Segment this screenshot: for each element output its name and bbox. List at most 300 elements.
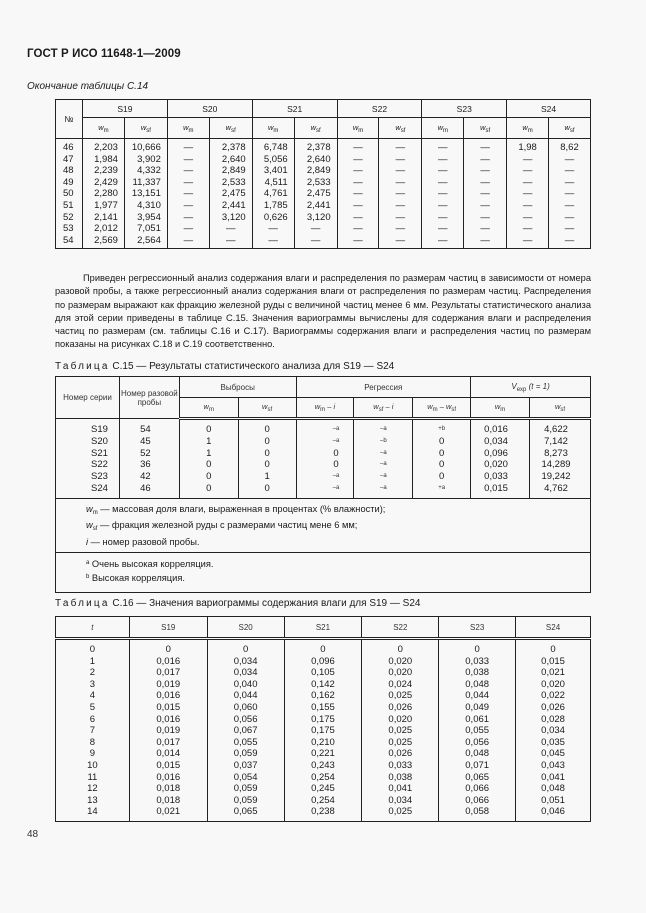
table-cell: 3,120	[294, 212, 337, 224]
table-cell: 3,120	[209, 212, 252, 224]
table-cell: 0,626	[252, 212, 294, 224]
table-cell: 2,569	[82, 235, 124, 249]
caption-text: С.15 — Результаты статистического анализа для S19 — S24	[109, 361, 395, 372]
table-row	[56, 448, 591, 460]
col-header-series: S20	[207, 617, 284, 639]
table-cell: —	[252, 235, 294, 249]
lag-cell: 3	[56, 679, 130, 691]
table-cell-series: S23	[56, 471, 120, 483]
table-cell-v-sf: 8,273	[530, 448, 591, 460]
lag-cell: 14	[56, 806, 130, 821]
table-c15-caption	[55, 361, 394, 372]
table-cell-v-sf: 14,289	[530, 459, 591, 471]
table-c14-body	[56, 139, 591, 249]
table-cell-v-m: 0,034	[471, 436, 530, 448]
table-cell: —	[422, 200, 464, 212]
table-cell: 0,024	[362, 679, 439, 691]
table-cell: 0,254	[284, 772, 362, 784]
table-cell: 11,337	[124, 177, 167, 189]
table-cell: 2,640	[294, 154, 337, 166]
table-cell: —	[422, 165, 464, 177]
table-cell: 0,142	[284, 679, 362, 691]
table-cell-series: S22	[56, 459, 120, 471]
table-cell: —	[294, 235, 337, 249]
col-header-series: S20	[167, 100, 252, 118]
table-row	[56, 471, 591, 483]
table-row	[56, 783, 591, 795]
table-cell: 13,151	[124, 188, 167, 200]
table-cell: —	[507, 212, 549, 224]
table-cell: —	[464, 188, 507, 200]
col-header-wm-i: $w_m$ – i	[296, 398, 354, 419]
table-cell: 2,475	[294, 188, 337, 200]
table-cell: —	[379, 177, 422, 189]
table-cell: —	[379, 223, 422, 235]
col-header-wm: $w_m$	[82, 118, 124, 139]
table-cell: —	[167, 139, 209, 154]
table-cell: 0,059	[207, 748, 284, 760]
table-row	[56, 806, 591, 821]
col-header-series: S21	[284, 617, 362, 639]
correlation-mark: –a	[332, 484, 340, 491]
table-cell: 2,533	[294, 177, 337, 189]
table-cell: 2,441	[294, 200, 337, 212]
table-cell-inc: 36	[119, 459, 179, 471]
table-cell: —	[167, 188, 209, 200]
table-cell: 7,051	[124, 223, 167, 235]
lag-cell: 1	[56, 656, 130, 668]
table-cell: 0,020	[516, 679, 591, 691]
table-cell-v-m: 0,096	[471, 448, 530, 460]
table-cell: 0,238	[284, 806, 362, 821]
table-cell: —	[337, 139, 379, 154]
table-row	[56, 714, 591, 726]
table-cell: 0,016	[129, 714, 207, 726]
table-cell: 0,045	[516, 748, 591, 760]
table-cell: 1,977	[82, 200, 124, 212]
table-cell: —	[549, 223, 591, 235]
table-cell: 2,441	[209, 200, 252, 212]
table-row	[56, 725, 591, 737]
table-row	[56, 639, 591, 656]
table-cell-v-m: 0,020	[471, 459, 530, 471]
table-cell: —	[507, 188, 549, 200]
col-header-wm: $w_m$	[337, 118, 379, 139]
table-cell-reg-m	[296, 483, 354, 498]
table-cell: 0,067	[207, 725, 284, 737]
table-cell-v-sf: 4,762	[530, 483, 591, 498]
table-cell-out-m: 0	[179, 483, 238, 498]
table-cell: —	[422, 139, 464, 154]
table-cell: —	[294, 223, 337, 235]
caption-prefix: Таблица	[55, 598, 110, 609]
table-row	[56, 760, 591, 772]
table-cell: 0,065	[207, 806, 284, 821]
table-cell: 0	[362, 639, 439, 656]
lag-cell: 5	[56, 702, 130, 714]
table-cell: 0,015	[129, 760, 207, 772]
table-cell: 4,332	[124, 165, 167, 177]
col-header-wm-wsf: $w_m - w_{sf}$	[413, 398, 471, 419]
table-cell: 0	[284, 639, 362, 656]
table-row	[56, 667, 591, 679]
table-cell-inc: 54	[119, 419, 179, 436]
col-header-series: S22	[362, 617, 439, 639]
table-cell: —	[337, 154, 379, 166]
table-c16-body	[56, 639, 591, 822]
table-cell: —	[337, 235, 379, 249]
col-header-wm: $w_m$	[179, 398, 238, 419]
table-cell-reg-sf	[354, 448, 413, 460]
table-c15	[55, 376, 591, 593]
table-cell-v-m: 0,016	[471, 419, 530, 436]
legend-item: $w_m$ — массовая доля влаги, выраженная в процентах (% влажности);	[86, 503, 386, 516]
table-cell: —	[507, 154, 549, 166]
table-cell: 0,034	[207, 667, 284, 679]
table-row	[56, 772, 591, 784]
table-cell: 0,018	[129, 783, 207, 795]
legend-item: $w_{sf}$ — фракция железной руды с размерами частиц мене 6 мм;	[86, 520, 358, 533]
table-cell: 2,239	[82, 165, 124, 177]
table-cell: 5,056	[252, 154, 294, 166]
col-header-regression: Регрессия	[296, 377, 471, 398]
table-cell-v-m: 0,033	[471, 471, 530, 483]
col-header-wm: $w_m$	[507, 118, 549, 139]
col-header-vexp-wm: $w_m$	[471, 398, 530, 419]
col-header-series: S19	[129, 617, 207, 639]
table-cell: 10,666	[124, 139, 167, 154]
correlation-mark: –a	[379, 461, 387, 468]
table-cell: 0	[516, 639, 591, 656]
table-row	[56, 419, 591, 436]
table-cell: —	[337, 177, 379, 189]
col-header-wsf: $w_{sf}$	[238, 398, 296, 419]
footnote: $^a$ Очень высокая корреляция.	[86, 559, 214, 570]
table-cell: 0,056	[207, 714, 284, 726]
col-header-no: №	[56, 100, 83, 139]
table-cell: 0,018	[129, 795, 207, 807]
table-cell-reg-sf	[354, 436, 413, 448]
table-cell: 0,019	[129, 679, 207, 691]
lag-cell: 7	[56, 725, 130, 737]
table-cell: 0,015	[129, 702, 207, 714]
table-cell: 2,378	[294, 139, 337, 154]
table-cell: 0,175	[284, 714, 362, 726]
lag-cell: 11	[56, 772, 130, 784]
table-cell: —	[549, 235, 591, 249]
table-cell-series: S21	[56, 448, 120, 460]
table-cell: 0,021	[516, 667, 591, 679]
correlation-mark: +a	[438, 484, 446, 491]
table-cell-out-m: 0	[179, 471, 238, 483]
table-cell: —	[507, 223, 549, 235]
table-cell-out-sf: 0	[238, 448, 296, 460]
table-cell: 2,141	[82, 212, 124, 224]
correlation-mark: +b	[438, 426, 446, 432]
table-cell: 0,055	[207, 737, 284, 749]
table-cell: 1,984	[82, 154, 124, 166]
table-cell: 0,014	[129, 748, 207, 760]
table-row	[56, 188, 591, 200]
table-cell: 8,62	[549, 139, 591, 154]
table-cell: 0,210	[284, 737, 362, 749]
table-cell: 0,058	[439, 806, 516, 821]
table-row	[56, 702, 591, 714]
table-cell: 0,243	[284, 760, 362, 772]
table-cell: —	[549, 165, 591, 177]
table-cell-reg-m: 0	[296, 448, 354, 460]
lag-cell: 10	[56, 760, 130, 772]
correlation-mark: –a	[332, 437, 340, 444]
table-cell: —	[464, 165, 507, 177]
table-cell: 0,048	[439, 679, 516, 691]
table-cell-inc: 45	[119, 436, 179, 448]
caption-text: С.16 — Значения вариограммы содержания влаги для S19 — S24	[109, 598, 421, 609]
col-header-series: S24	[516, 617, 591, 639]
body-paragraph	[55, 272, 591, 352]
col-header-wsf: $w_{sf}$	[464, 118, 507, 139]
table-cell: 2,429	[82, 177, 124, 189]
table-cell-out-sf: 0	[238, 436, 296, 448]
table-cell: 3,902	[124, 154, 167, 166]
table-cell: —	[379, 200, 422, 212]
table-cell-reg-msf	[413, 483, 471, 498]
table-row	[56, 436, 591, 448]
col-header-t: t	[56, 617, 130, 639]
table-row	[56, 459, 591, 471]
table-row	[56, 154, 591, 166]
col-header-wm: $w_m$	[167, 118, 209, 139]
table-cell: 0,016	[129, 690, 207, 702]
table-cell: 4,310	[124, 200, 167, 212]
table-cell: —	[549, 200, 591, 212]
table-cell: —	[337, 223, 379, 235]
table-cell: 0,055	[439, 725, 516, 737]
table-cell: —	[507, 177, 549, 189]
table-cell: 0,071	[439, 760, 516, 772]
table-cell-v-sf: 7,142	[530, 436, 591, 448]
lag-cell: 6	[56, 714, 130, 726]
table-row	[56, 748, 591, 760]
table-cell-out-m: 1	[179, 448, 238, 460]
table-cell: —	[549, 188, 591, 200]
table-cell: —	[379, 154, 422, 166]
table-cell: 2,475	[209, 188, 252, 200]
table-cell-out-sf: 0	[238, 419, 296, 436]
table-cell: 0,046	[516, 806, 591, 821]
table-cell: 0,065	[439, 772, 516, 784]
table-cell: 3,401	[252, 165, 294, 177]
table-cell-out-m: 0	[179, 459, 238, 471]
table-cell: 0,026	[362, 748, 439, 760]
table-row	[56, 177, 591, 189]
table-row	[56, 483, 591, 498]
table-cell: 0,049	[439, 702, 516, 714]
col-header-wsf: $w_{sf}$	[209, 118, 252, 139]
correlation-mark: –a	[379, 426, 387, 432]
table-cell: —	[167, 223, 209, 235]
table-cell: —	[422, 177, 464, 189]
page-number: 48	[27, 829, 39, 840]
table-cell-reg-m: 0	[296, 459, 354, 471]
col-header-series: S23	[439, 617, 516, 639]
table-cell: —	[379, 139, 422, 154]
row-number-cell: 51	[56, 200, 83, 212]
table-row	[56, 212, 591, 224]
table-cell-reg-msf	[413, 419, 471, 436]
table-cell: 0,066	[439, 795, 516, 807]
table-cell: 2,849	[209, 165, 252, 177]
table-cell: —	[464, 200, 507, 212]
table-cell: 0,051	[516, 795, 591, 807]
table-cell: 2,849	[294, 165, 337, 177]
table-cell: —	[464, 154, 507, 166]
table-cell: 0,026	[362, 702, 439, 714]
table-cell: 0,043	[516, 760, 591, 772]
paragraph-text: Приведен регрессионный анализ содержания влаги и распределения по размерам частиц в зависимости от номера разовой пробы, а также регрессионный анализ содержания влаги от распределения по размерам частиц. Распределения по размерам выражают как фракцию железной руды с величиной частиц менее 6 мм. Результаты статистического анализа для этой серии приведены в таблице С.15. Значения вариограммы вычислены для содержания влаги и распределения частиц по размерам (см. таблицы С.16 и С.17). Вариограммы содержания влаги и распределения частиц по размерам показаны на рисунках С.18 и С.19 соответственно.	[55, 273, 591, 350]
table-cell-reg-msf: 0	[413, 459, 471, 471]
table-cell-reg-sf	[354, 471, 413, 483]
table-cell: 0,041	[516, 772, 591, 784]
table-cell: 0,022	[516, 690, 591, 702]
correlation-mark: –a	[332, 426, 340, 432]
table-cell: 2,378	[209, 139, 252, 154]
table-cell: 2,280	[82, 188, 124, 200]
col-header-series: S22	[337, 100, 422, 118]
lag-cell: 2	[56, 667, 130, 679]
correlation-mark: –b	[379, 437, 387, 444]
table-cell-out-sf: 0	[238, 483, 296, 498]
table-row	[56, 139, 591, 154]
col-header-wsf: $w_{sf}$	[549, 118, 591, 139]
table-cell-inc: 52	[119, 448, 179, 460]
table-cell: —	[379, 165, 422, 177]
lag-cell: 12	[56, 783, 130, 795]
table-cell: 0,254	[284, 795, 362, 807]
table-cell-out-m: 0	[179, 419, 238, 436]
table-cell: —	[167, 177, 209, 189]
table-cell-inc: 46	[119, 483, 179, 498]
table-cell: —	[252, 223, 294, 235]
table-cell: —	[422, 154, 464, 166]
table-cell: 0,020	[362, 667, 439, 679]
table-cell: —	[337, 165, 379, 177]
table-cell: 0,056	[439, 737, 516, 749]
table-cell: 0,162	[284, 690, 362, 702]
table-cell: 0,025	[362, 725, 439, 737]
table-cell-v-sf: 19,242	[530, 471, 591, 483]
table-cell-series: S19	[56, 419, 120, 436]
table-cell: —	[379, 188, 422, 200]
col-header-wsf: $w_{sf}$	[379, 118, 422, 139]
table-cell: —	[464, 139, 507, 154]
table-cell: 2,533	[209, 177, 252, 189]
table-cell-reg-m	[296, 471, 354, 483]
table-cell: 0,041	[362, 783, 439, 795]
table-cell: 0,040	[207, 679, 284, 691]
table-cell: —	[464, 235, 507, 249]
row-number-cell: 48	[56, 165, 83, 177]
table-cell: 0,017	[129, 667, 207, 679]
table-cell: —	[379, 212, 422, 224]
col-header-series: S21	[252, 100, 337, 118]
subheader-row	[56, 118, 591, 139]
legend-item: i — номер разовой пробы.	[86, 536, 200, 547]
table-cell: —	[422, 212, 464, 224]
table-cell: —	[167, 235, 209, 249]
table-cell: 0,245	[284, 783, 362, 795]
row-number-cell: 53	[56, 223, 83, 235]
table-cell: —	[549, 212, 591, 224]
table-cell: —	[337, 212, 379, 224]
row-number-cell: 54	[56, 235, 83, 249]
table-cell: 6,748	[252, 139, 294, 154]
table-row	[56, 795, 591, 807]
table-cell: 0,044	[207, 690, 284, 702]
table-cell-series: S20	[56, 436, 120, 448]
table-cell: —	[464, 177, 507, 189]
table-cell: 0	[207, 639, 284, 656]
table-cell: 0,025	[362, 806, 439, 821]
table-cell: 1,785	[252, 200, 294, 212]
row-number-cell: 46	[56, 139, 83, 154]
col-header-vexp: $V_{exp}$ (t = 1)	[471, 377, 591, 398]
table-cell: 3,954	[124, 212, 167, 224]
table-cell: 4,511	[252, 177, 294, 189]
table-cell: 0,033	[362, 760, 439, 772]
table-cell-reg-msf: 0	[413, 471, 471, 483]
lag-cell: 9	[56, 748, 130, 760]
correlation-mark: –a	[379, 449, 387, 456]
table-row	[56, 737, 591, 749]
table-cell-reg-msf: 0	[413, 448, 471, 460]
table-cell: —	[422, 235, 464, 249]
footnotes-cell	[56, 553, 591, 593]
table-row	[56, 690, 591, 702]
table-cell: 0,019	[129, 725, 207, 737]
table-cell: 2,203	[82, 139, 124, 154]
table-cell: —	[209, 223, 252, 235]
table-cell: —	[422, 188, 464, 200]
table-cell: 2,012	[82, 223, 124, 235]
table-cell: —	[507, 235, 549, 249]
lag-cell: 4	[56, 690, 130, 702]
table-cell: 0,034	[362, 795, 439, 807]
table-c16	[55, 616, 591, 822]
col-header-wsf-i: $w_{sf}$ – i	[354, 398, 413, 419]
table-cell: —	[337, 200, 379, 212]
footnote: $^b$ Высокая корреляция.	[86, 572, 185, 583]
table-cell-series: S24	[56, 483, 120, 498]
table-row	[56, 656, 591, 668]
col-header-series-no: Номер серии	[56, 377, 120, 419]
table-row	[56, 200, 591, 212]
table-cell: 0,021	[129, 806, 207, 821]
table-cell: 0,061	[439, 714, 516, 726]
table-cell: 2,640	[209, 154, 252, 166]
table-cell: 0,221	[284, 748, 362, 760]
table-cell: 0,037	[207, 760, 284, 772]
table-cell: 0,155	[284, 702, 362, 714]
row-number-cell: 50	[56, 188, 83, 200]
table-row	[56, 235, 591, 249]
col-header-wm: $w_m$	[252, 118, 294, 139]
table-cell: —	[167, 154, 209, 166]
table-cell: —	[507, 165, 549, 177]
table-cell-v-sf: 4,622	[530, 419, 591, 436]
col-header-wm: $w_m$	[422, 118, 464, 139]
table-cell: 0,048	[439, 748, 516, 760]
